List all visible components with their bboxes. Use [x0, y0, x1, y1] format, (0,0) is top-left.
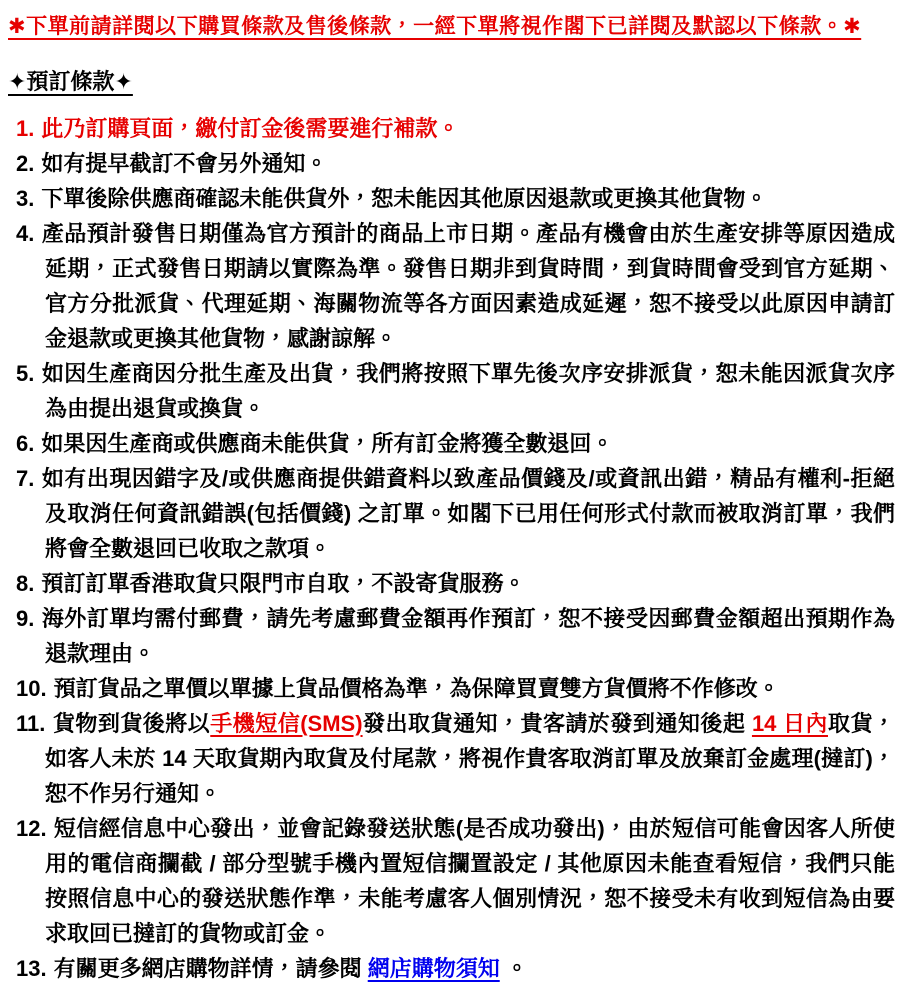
term-number: 12.	[16, 816, 47, 841]
term-number: 7.	[16, 466, 35, 491]
term-text: 此乃訂購頁面，繳付訂金後需要進行補款。	[41, 116, 460, 141]
term-text: 取貨，如客人未於 14 天取貨期內取貨及付尾款，將視作貴客取消訂單及放棄訂金處理(撻訂)，恕不作另行通知。	[45, 711, 895, 806]
term-number: 4.	[16, 221, 35, 246]
term-text: 產品預計發售日期僅為官方預計的商品上市日期。產品有機會由於生產安排等原因造成延期，正式發售日期請以實際為準。發售日期非到貨時間，到貨時間會受到官方延期、官方分批派貨、代理延期、海關物流等各方面因素造成延遲，恕不接受以此原因申請訂金退款或更換其他貨物，感謝諒解。	[41, 221, 895, 351]
term-item-11	[8, 706, 895, 811]
term-item-5	[8, 356, 895, 426]
term-number: 3.	[16, 186, 35, 211]
store-shopping-guide-link[interactable]: 網店購物須知	[367, 956, 500, 981]
term-number: 8.	[16, 571, 35, 596]
pickup-deadline-highlight: 14 日內	[751, 711, 828, 736]
term-item-2	[8, 146, 895, 181]
term-number: 2.	[16, 151, 35, 176]
term-item-4	[8, 216, 895, 356]
sms-notice-highlight: 手機短信(SMS)	[210, 711, 363, 736]
term-number: 10.	[16, 676, 47, 701]
term-text: 短信經信息中心發出，並會記錄發送狀態(是否成功發出)，由於短信可能會因客人所使用的電信商攔截 / 部分型號手機內置短信攔置設定 / 其他原因未能查看短信，我們只能按照信息中心的發送狀態作準，未能考慮客人個別情況，恕不接受未有收到短信為由要求取回已撻訂的貨物或訂金。	[45, 816, 895, 946]
term-text: 有關更多網店購物詳情，請參閱	[53, 956, 368, 981]
term-number: 11.	[16, 711, 46, 736]
term-number: 1.	[16, 116, 35, 141]
term-number: 5.	[16, 361, 35, 386]
term-text: 如有提早截訂不會另外通知。	[41, 151, 328, 176]
term-item-9	[8, 601, 895, 671]
term-text: 如有出現因錯字及/或供應商提供錯資料以致產品價錢及/或資訊出錯，精品有權利-拒絕及取消任何資訊錯誤(包括價錢) 之訂單。如閣下已用任何形式付款而被取消訂單，我們將會全數退回已收取之款項。	[41, 466, 895, 561]
section-title-preorder-terms: ✦預訂條款✦	[8, 69, 133, 94]
term-text: 下單後除供應商確認未能供貨外，恕未能因其他原因退款或更換其他貨物。	[41, 186, 768, 211]
term-item-1	[8, 111, 895, 146]
term-item-6	[8, 426, 895, 461]
term-text: 海外訂單均需付郵費，請先考慮郵費金額再作預訂，恕不接受因郵費金額超出預期作為退款理由。	[41, 606, 895, 666]
terms-list	[8, 111, 895, 986]
term-text: 如因生產商因分批生產及出貨，我們將按照下單先後次序安排派貨，恕未能因派貨次序為由提出退貨或換貨。	[41, 361, 895, 421]
term-number: 9.	[16, 606, 35, 631]
term-text: 。	[499, 956, 528, 981]
term-item-10	[8, 671, 895, 706]
term-text: 發出取貨通知，貴客請於發到通知後起	[362, 711, 752, 736]
term-number: 13.	[16, 956, 47, 981]
term-item-3	[8, 181, 895, 216]
term-number: 6.	[16, 431, 35, 456]
term-text: 如果因生產商或供應商未能供貨，所有訂金將獲全數退回。	[41, 431, 614, 456]
term-text: 貨物到貨後將以	[52, 711, 211, 736]
term-item-8	[8, 566, 895, 601]
term-item-12	[8, 811, 895, 951]
term-item-13	[8, 951, 895, 986]
term-item-7	[8, 461, 895, 566]
term-text: 預訂貨品之單價以單據上貨品價格為準，為保障買賣雙方貨價將不作修改。	[53, 676, 780, 701]
term-text: 預訂訂單香港取貨只限門市自取，不設寄貨服務。	[41, 571, 526, 596]
pre-order-warning-banner: ✱下單前請詳閱以下購買條款及售後條款，一經下單將視作閣下已詳閱及默認以下條款。✱	[8, 15, 862, 38]
